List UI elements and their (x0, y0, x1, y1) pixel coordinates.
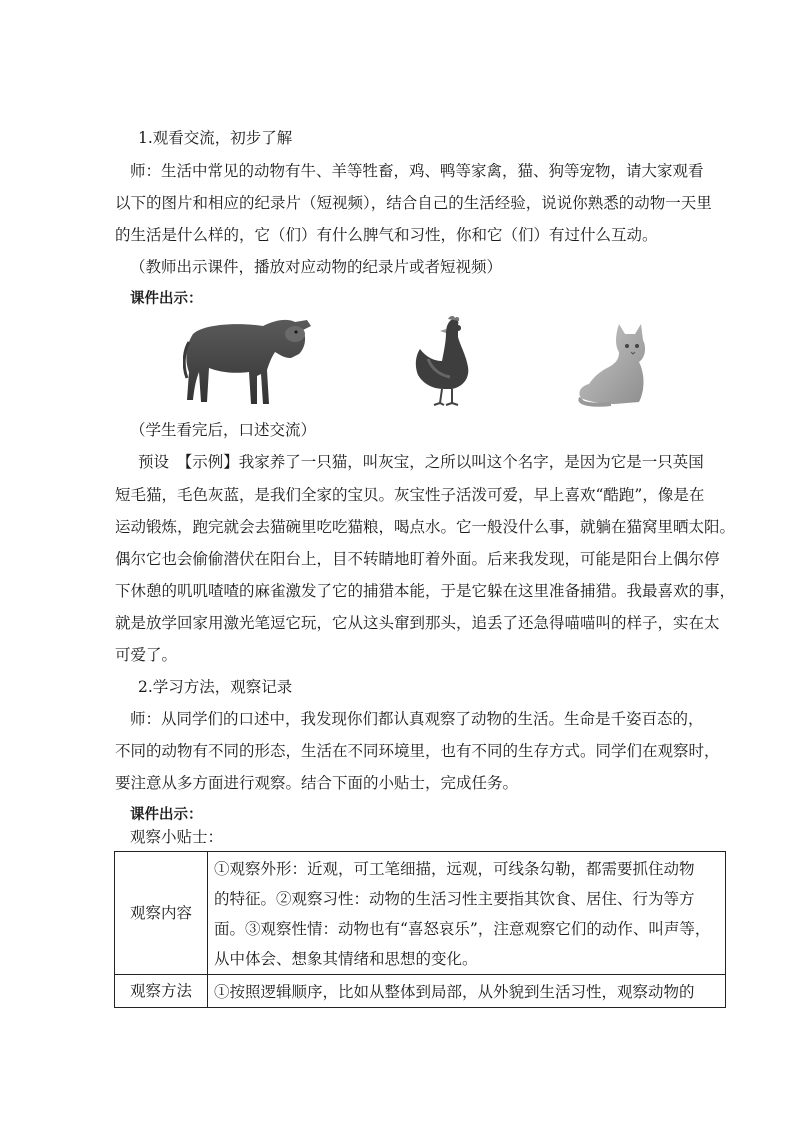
after-note: （学生看完后，口述交流） (130, 421, 317, 439)
courseware-label-1: 课件出示： (130, 291, 203, 307)
teacher2-line-2: 不同的动物有不同的形态，生活在不同环境里，也有不同的生存方式。同学们在观察时， (115, 742, 720, 760)
table-row (115, 852, 726, 975)
cell-line: ①按照逻辑顺序，比如从整体到局部，从外貌到生活习性，观察动物的 (214, 983, 695, 1001)
observation-tips-table (114, 851, 726, 1008)
cell-line: 面。③观察性情：动物也有“喜怒哀乐”，注意观察它们的动作、叫声等， (214, 920, 711, 938)
row-label-method: 观察方法 (115, 975, 208, 1008)
courseware-label-2: 课件出示： (130, 807, 203, 823)
cat-photo (575, 318, 653, 408)
rooster-photo (410, 315, 474, 407)
section1-heading: 1.观看交流，初步了解 (138, 129, 293, 147)
example-line-5: 下休憩的叽叽喳喳的麻雀激发了它的捕猎本能，于是它躲在这里准备捕猎。我最喜欢的事， (115, 582, 736, 600)
example-line-1: 预设 【示例】我家养了一只猫，叫灰宝，之所以叫这个名字，是因为它是一只英国 (138, 453, 704, 471)
example-line-7: 可爱了。 (115, 646, 178, 664)
row-method-cell (208, 975, 726, 1008)
cow-photo (183, 312, 318, 410)
example-line-6: 就是放学回家用激光笔逗它玩，它从这头窜到那头，追丢了还急得喵喵叫的样子，实在太 (115, 614, 720, 632)
teacher2-line-3: 要注意从多方面进行观察。结合下面的小贴士，完成任务。 (115, 774, 519, 792)
cell-line: 从中体会、想象其情绪和思想的变化。 (214, 950, 478, 968)
teacher-line-1: 师：生活中常见的动物有牛、羊等牲畜，鸡、鸭等家禽，猫、狗等宠物，请大家观看 (130, 162, 704, 180)
teacher-note: （教师出示课件，播放对应动物的纪录片或者短视频） (130, 258, 503, 276)
tips-label: 观察小贴士： (130, 828, 224, 846)
example-line-4: 偶尔它也会偷偷潜伏在阳台上，目不转睛地盯着外面。后来我发现，可能是阳台上偶尔停 (115, 550, 720, 568)
cell-line: ①观察外形：近观，可工笔细描，远观，可线条勾勒，都需要抓住动物 (214, 860, 695, 878)
row-label-content: 观察内容 (115, 852, 208, 975)
table-row (115, 975, 726, 1008)
example-line-3: 运动锻炼，跑完就会去猫碗里吃吃猫粮，喝点水。它一般没什么事，就躺在猫窝里晒太阳。 (115, 518, 736, 536)
teacher-line-3: 的生活是什么样的，它（们）有什么脾气和习性，你和它（们）有过什么互动。 (115, 226, 658, 244)
section2-heading: 2.学习方法，观察记录 (138, 678, 293, 696)
teacher2-line-1: 师：从同学们的口述中，我发现你们都认真观察了动物的生活。生命是千姿百态的， (130, 710, 704, 728)
example-line-2: 短毛猫，毛色灰蓝，是我们全家的宝贝。灰宝性子活泼可爱，早上喜欢“酷跑”，像是在 (115, 486, 705, 504)
row-content-cell (208, 852, 726, 975)
cell-line: 的特征。②观察习性：动物的生活习性主要指其饮食、居住、行为等方 (214, 890, 695, 908)
teacher-line-2: 以下的图片和相应的纪录片（短视频），结合自己的生活经验，说说你熟悉的动物一天里 (115, 194, 712, 212)
